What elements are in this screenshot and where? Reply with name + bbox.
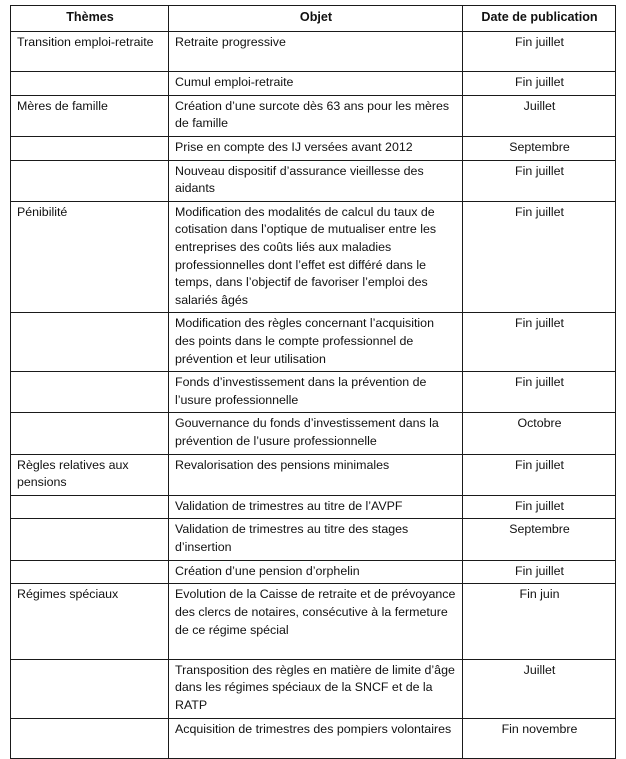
table-row xyxy=(11,31,616,71)
table-row xyxy=(11,201,616,313)
cell-date: Fin juillet xyxy=(463,560,616,584)
table-header xyxy=(11,6,616,32)
cell-theme xyxy=(11,160,169,201)
cell-date: Fin juillet xyxy=(463,313,616,372)
cell-date: Octobre xyxy=(463,413,616,454)
cell-theme xyxy=(11,560,169,584)
cell-objet: Acquisition de trimestres des pompiers volontaires xyxy=(169,718,463,758)
table-row xyxy=(11,519,616,560)
cell-date: Fin juillet xyxy=(463,454,616,495)
cell-theme xyxy=(11,495,169,519)
column-header-theme: Thèmes xyxy=(11,6,169,32)
cell-objet: Prise en compte des IJ versées avant 2012 xyxy=(169,136,463,160)
cell-theme: Pénibilité xyxy=(11,201,169,313)
cell-objet: Fonds d’investissement dans la prévention de l’usure professionnelle xyxy=(169,372,463,413)
cell-theme: Mères de famille xyxy=(11,95,169,136)
cell-objet: Nouveau dispositif d’assurance vieillesse des aidants xyxy=(169,160,463,201)
cell-theme xyxy=(11,72,169,96)
cell-date: Fin juillet xyxy=(463,495,616,519)
cell-date: Septembre xyxy=(463,519,616,560)
cell-objet: Modification des règles concernant l’acquisition des points dans le compte professionnel de prévention et leur utilisation xyxy=(169,313,463,372)
cell-date: Fin juillet xyxy=(463,201,616,313)
column-header-date: Date de publication xyxy=(463,6,616,32)
table-row xyxy=(11,136,616,160)
table-row xyxy=(11,313,616,372)
cell-objet: Evolution de la Caisse de retraite et de prévoyance des clercs de notaires, consécutive à la fermeture de ce régime spécial xyxy=(169,584,463,659)
table-row xyxy=(11,160,616,201)
cell-theme xyxy=(11,519,169,560)
cell-theme xyxy=(11,136,169,160)
table-row xyxy=(11,659,616,718)
cell-objet: Création d’une pension d’orphelin xyxy=(169,560,463,584)
cell-theme xyxy=(11,372,169,413)
table-row xyxy=(11,413,616,454)
cell-objet: Revalorisation des pensions minimales xyxy=(169,454,463,495)
table-row xyxy=(11,454,616,495)
cell-theme: Règles relatives aux pensions xyxy=(11,454,169,495)
cell-date: Juillet xyxy=(463,659,616,718)
cell-objet: Transposition des règles en matière de limite d’âge dans les régimes spéciaux de la SNCF et de la RATP xyxy=(169,659,463,718)
reform-schedule-table xyxy=(10,5,616,759)
table-row xyxy=(11,372,616,413)
table-row xyxy=(11,495,616,519)
table-row xyxy=(11,560,616,584)
cell-theme xyxy=(11,313,169,372)
cell-objet: Validation de trimestres au titre des stages d’insertion xyxy=(169,519,463,560)
table-row xyxy=(11,718,616,758)
cell-theme: Régimes spéciaux xyxy=(11,584,169,659)
cell-objet: Cumul emploi-retraite xyxy=(169,72,463,96)
table-row xyxy=(11,95,616,136)
cell-theme: Transition emploi-retraite xyxy=(11,31,169,71)
column-header-objet: Objet xyxy=(169,6,463,32)
cell-date: Juillet xyxy=(463,95,616,136)
cell-objet: Validation de trimestres au titre de l’AVPF xyxy=(169,495,463,519)
cell-theme xyxy=(11,718,169,758)
cell-date: Fin juillet xyxy=(463,372,616,413)
table-row xyxy=(11,72,616,96)
cell-objet: Retraite progressive xyxy=(169,31,463,71)
cell-date: Septembre xyxy=(463,136,616,160)
cell-theme xyxy=(11,413,169,454)
cell-objet: Création d’une surcote dès 63 ans pour les mères de famille xyxy=(169,95,463,136)
table-row xyxy=(11,584,616,659)
table-body xyxy=(11,31,616,758)
table-header-row xyxy=(11,6,616,32)
cell-date: Fin juillet xyxy=(463,72,616,96)
cell-date: Fin novembre xyxy=(463,718,616,758)
cell-theme xyxy=(11,659,169,718)
cell-date: Fin juin xyxy=(463,584,616,659)
cell-objet: Modification des modalités de calcul du taux de cotisation dans l’optique de mutualiser entre les entreprises des coûts liés aux maladies professionnelles dont l’effet est différé dans le temps, dans l’objectif de favoriser l’emploi des salariés âgés xyxy=(169,201,463,313)
cell-date: Fin juillet xyxy=(463,31,616,71)
cell-objet: Gouvernance du fonds d’investissement dans la prévention de l’usure professionnelle xyxy=(169,413,463,454)
cell-date: Fin juillet xyxy=(463,160,616,201)
